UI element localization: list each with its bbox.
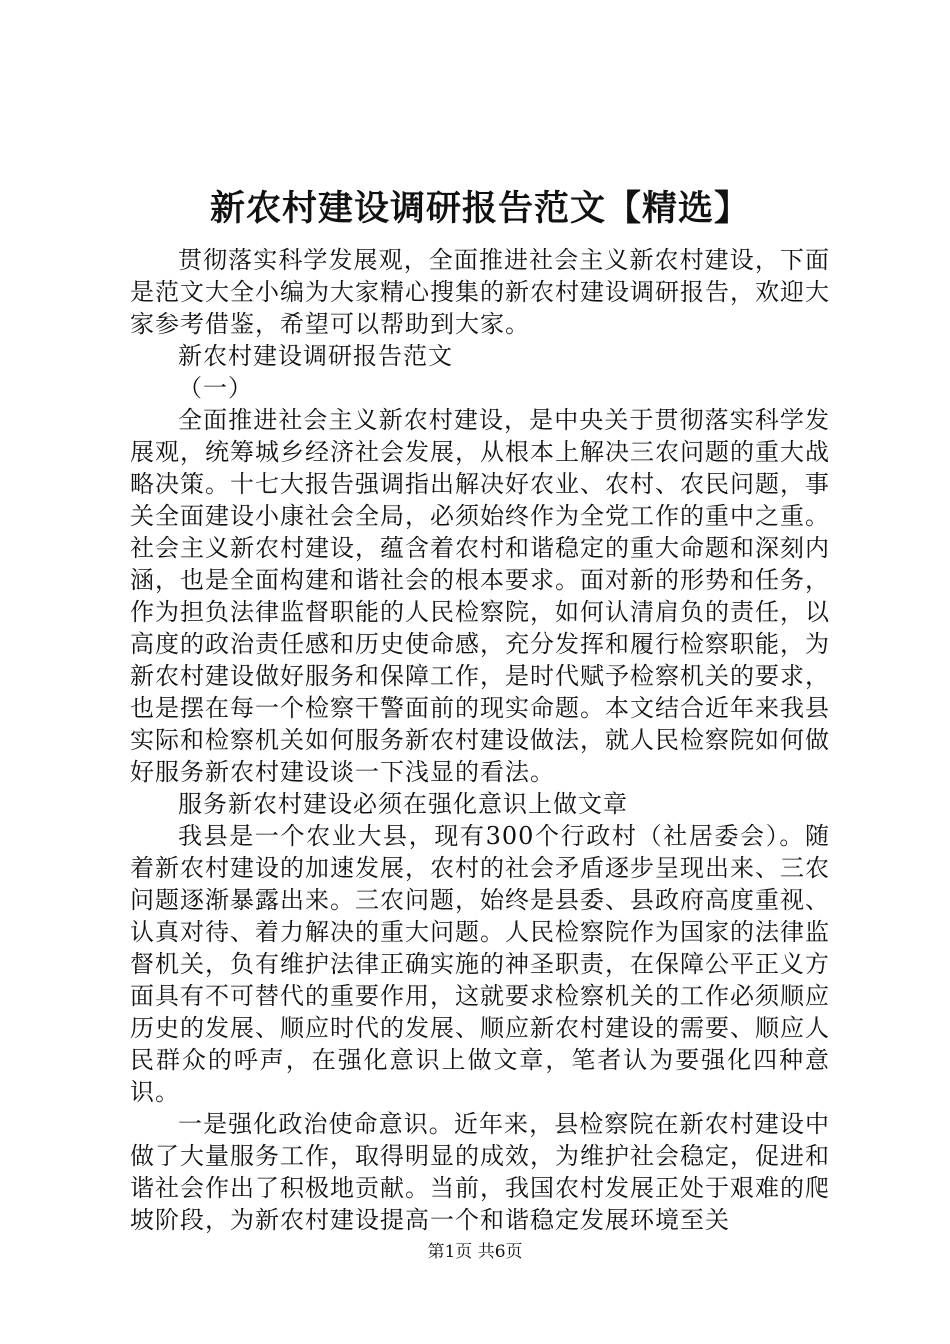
part-label: （一） bbox=[178, 374, 253, 402]
section-heading: 新农村建设调研报告范文 bbox=[178, 342, 453, 370]
document-body bbox=[130, 186, 830, 1236]
document-title: 新农村建设调研报告范文【精选】 bbox=[209, 188, 750, 229]
body-paragraph: 全面推进社会主义新农村建设，是中央关于贯彻落实科学发展观，统筹城乡经济社会发展，从根本上解决三农问题的重大战略决策。十七大报告强调指出解决好农业、农村、农民问题，事关全面建设小康社会全局，必须始终作为全党工作的重中之重。社会主义新农村建设，蕴含着农村和谐稳定的重大命题和深刻内涵，也是全面构建和谐社会的根本要求。面对新的形势和任务，作为担负法律监督职能的人民检察院，如何认清肩负的责任，以高度的政治责任感和历史使命感，充分发挥和履行检察职能，为新农村建设做好服务和保障工作，是时代赋予检察机关的要求，也是摆在每一个检察干警面前的现实命题。本文结合近年来我县实际和检察机关如何服务新农村建设做法，就人民检察院如何做好服务新农村建设谈一下浅显的看法。 bbox=[130, 406, 830, 786]
body-paragraph: 一是强化政治使命意识。近年来，县检察院在新农村建设中做了大量服务工作，取得明显的成效，为维护社会稳定，促进和谐社会作出了积极地贡献。当前，我国农村发展正处于艰难的爬坡阶段，为新农村建设提高一个和谐稳定发展环境至关 bbox=[130, 1110, 830, 1234]
body-paragraph: 我县是一个农业大县，现有300个行政村（社居委会）。随着新农村建设的加速发展，农村的社会矛盾逐步呈现出来、三农问题逐渐暴露出来。三农问题，始终是县委、县政府高度重视、认真对待、着力解决的重大问题。人民检察院作为国家的法律监督机关，负有维护法律正确实施的神圣职责，在保障公平正义方面具有不可替代的重要作用，这就要求检察机关的工作必须顺应历史的发展、顺应时代的发展、顺应新农村建设的需要、顺应人民群众的呼声，在强化意识上做文章，笔者认为要强化四种意识。 bbox=[130, 822, 830, 1106]
intro-paragraph: 贯彻落实科学发展观，全面推进社会主义新农村建设，下面是范文大全小编为大家精心搜集的新农村建设调研报告，欢迎大家参考借鉴，希望可以帮助到大家。 bbox=[130, 246, 830, 338]
page-number: 第1页 共6页 bbox=[427, 1242, 523, 1262]
subsection-heading: 服务新农村建设必须在强化意识上做文章 bbox=[178, 790, 628, 818]
